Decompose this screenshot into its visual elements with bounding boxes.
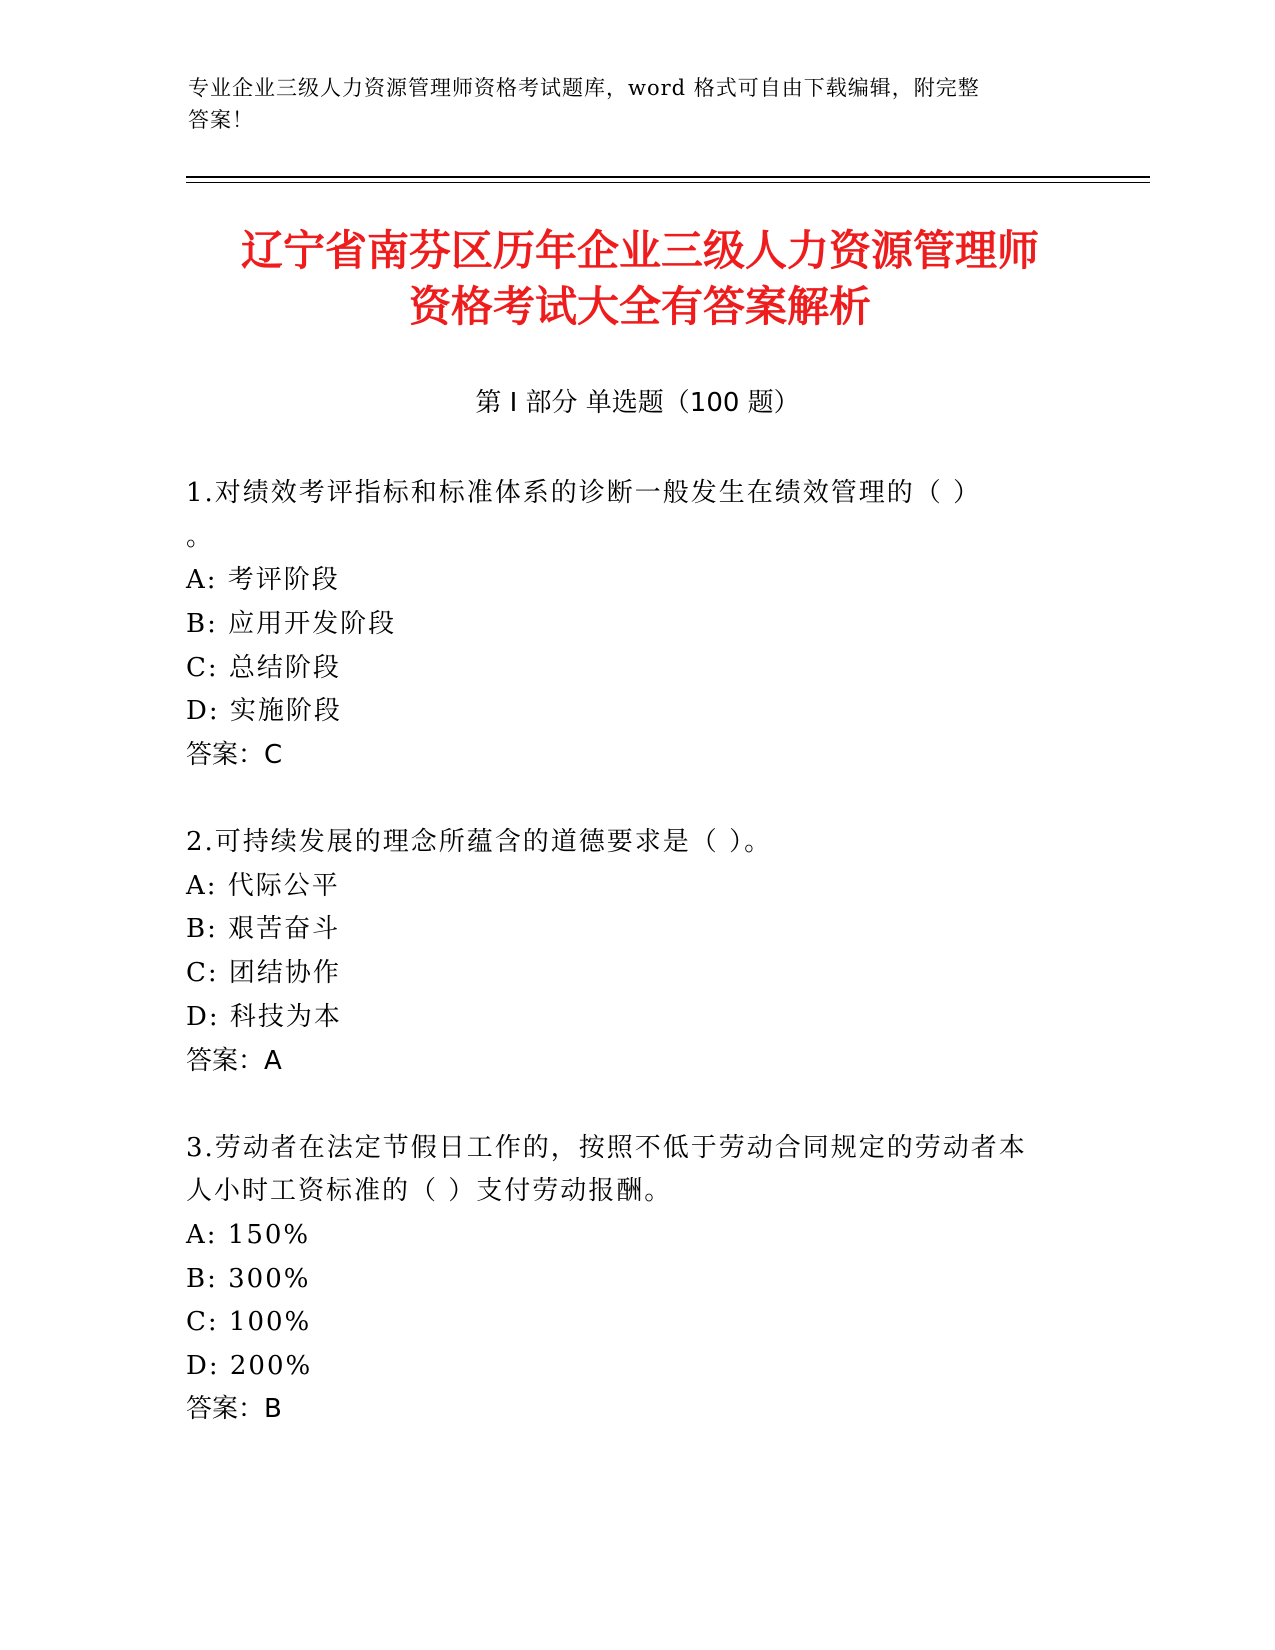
question-1-option-c: C: 总结阶段 <box>186 653 341 683</box>
question-2-option-d: D: 科技为本 <box>186 1002 342 1032</box>
header-note-line-1: 专业企业三级人力资源管理师资格考试题库，word 格式可自由下载编辑，附完整 <box>188 76 980 100</box>
question-3-option-a: A: 150% <box>186 1220 311 1250</box>
question-3-answer: 答案：B <box>186 1394 282 1424</box>
question-2-stem-line-1: 2.可持续发展的理念所蕴含的道德要求是（ ）。 <box>186 827 773 857</box>
question-3-stem-line-1: 3.劳动者在法定节假日工作的，按照不低于劳动合同规定的劳动者本 <box>186 1133 1027 1163</box>
question-3-option-c: C: 100% <box>186 1307 312 1337</box>
question-1-stem-line-1: 1.对绩效考评指标和标准体系的诊断一般发生在绩效管理的（ ） <box>186 478 982 508</box>
document-title-line-2: 资格考试大全有答案解析 <box>408 282 871 331</box>
question-1-stem-line-2: 。 <box>186 522 215 552</box>
question-3-stem-line-2: 人小时工资标准的（ ）支付劳动报酬。 <box>186 1176 673 1206</box>
question-3-option-d: D: 200% <box>186 1351 313 1381</box>
document-title-line-1: 辽宁省南芬区历年企业三级人力资源管理师 <box>240 226 1039 275</box>
question-2-option-b: B: 艰苦奋斗 <box>186 914 341 944</box>
question-1-option-d: D: 实施阶段 <box>186 696 342 726</box>
header-note-line-2: 答案！ <box>188 108 254 132</box>
question-3-option-b: B: 300% <box>186 1264 311 1294</box>
header-note <box>188 72 1088 136</box>
question-2-option-c: C: 团结协作 <box>186 958 341 988</box>
header-rule-thin <box>186 182 1150 183</box>
question-1-option-b: B: 应用开发阶段 <box>186 609 397 639</box>
section-heading: 第 I 部分 单选题（100 题） <box>475 388 800 418</box>
question-2-option-a: A: 代际公平 <box>186 871 340 901</box>
question-1-answer: 答案：C <box>186 740 283 770</box>
document-title <box>150 223 1130 335</box>
header-rule-thick <box>186 176 1150 178</box>
question-2-answer: 答案：A <box>186 1046 282 1076</box>
question-1-option-a: A: 考评阶段 <box>186 565 340 595</box>
